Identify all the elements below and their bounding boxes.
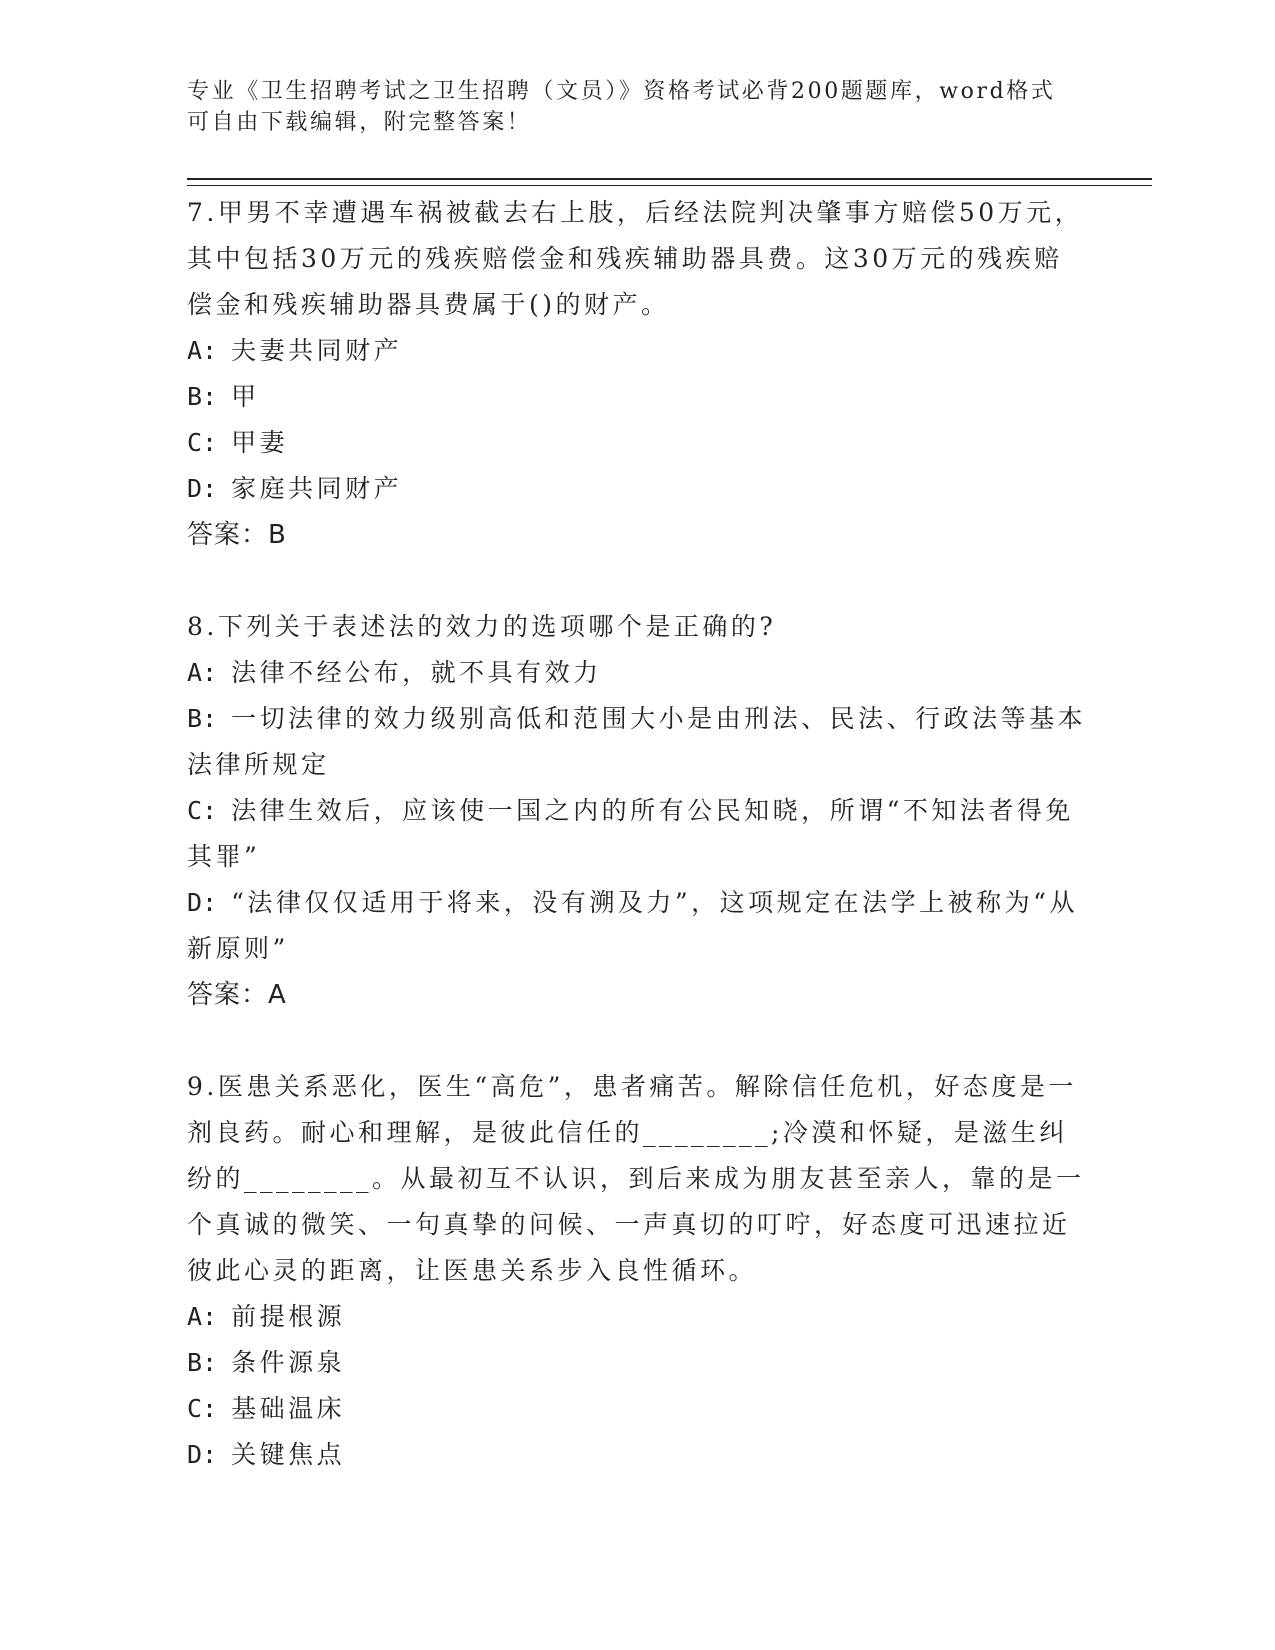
option-label: A: — [187, 336, 218, 365]
option-text: 家庭共同财产 — [231, 474, 403, 503]
question-7 — [187, 190, 1087, 558]
option-label: A: — [187, 658, 218, 687]
question-text: 9.医患关系恶化，医生“高危”，患者痛苦。解除信任危机，好态度是一剂良药。耐心和理解，是彼此信任的________;冷漠和怀疑，是滋生纠纷的________。从最初互不认识，到后来成为朋友甚至亲人，靠的是一个真诚的微笑、一句真挚的问候、一声真切的叮咛，好态度可迅速拉近彼此心灵的距离，让医患关系步入良性循环。 — [187, 1072, 1085, 1285]
option-label: D: — [187, 888, 218, 917]
option-label: D: — [187, 474, 218, 503]
option-text: 夫妻共同财产 — [231, 336, 403, 365]
option-d — [187, 880, 1087, 972]
option-text: 一切法律的效力级别高低和范围大小是由刑法、民法、行政法等基本法律所规定 — [187, 704, 1087, 779]
option-text: 基础温床 — [231, 1394, 346, 1423]
answer-line: 答案：A — [187, 980, 287, 1010]
option-a — [187, 650, 1087, 696]
question-list — [187, 190, 1087, 1478]
header-line-1: 专业《卫生招聘考试之卫生招聘（文员）》资格考试必背200题题库，word格式 — [187, 79, 1056, 104]
option-label: B: — [187, 1348, 218, 1377]
question-9 — [187, 1064, 1087, 1478]
option-label: C: — [187, 428, 218, 457]
option-text: “法律仅仅适用于将来，没有溯及力”，这项规定在法学上被称为“从新原则” — [187, 888, 1078, 963]
question-8 — [187, 604, 1087, 1018]
answer-line: 答案：B — [187, 520, 287, 550]
page-header — [187, 76, 1067, 138]
question-text: 7.甲男不幸遭遇车祸被截去右上肢，后经法院判决肇事方赔偿50万元，其中包括30万元的残疾赔偿金和残疾辅助器具费。这30万元的残疾赔偿金和残疾辅助器具费属于()的财产。 — [187, 198, 1084, 319]
option-text: 关键焦点 — [231, 1440, 346, 1469]
header-line-2: 可自由下载编辑，附完整答案！ — [187, 110, 532, 135]
option-b — [187, 696, 1087, 788]
option-c — [187, 420, 1087, 466]
option-text: 法律不经公布，就不具有效力 — [231, 658, 602, 687]
option-text: 条件源泉 — [231, 1348, 346, 1377]
header-divider — [187, 178, 1152, 186]
option-label: A: — [187, 1302, 218, 1331]
option-label: C: — [187, 1394, 218, 1423]
option-b — [187, 374, 1087, 420]
option-label: D: — [187, 1440, 218, 1469]
option-label: B: — [187, 704, 218, 733]
option-c — [187, 788, 1087, 880]
option-label: C: — [187, 796, 218, 825]
option-text: 甲妻 — [231, 428, 289, 457]
question-text: 8.下列关于表述法的效力的选项哪个是正确的? — [187, 612, 777, 641]
option-a — [187, 1294, 1087, 1340]
option-text: 前提根源 — [231, 1302, 346, 1331]
option-b — [187, 1340, 1087, 1386]
option-d — [187, 1432, 1087, 1478]
option-d — [187, 466, 1087, 512]
option-c — [187, 1386, 1087, 1432]
option-a — [187, 328, 1087, 374]
option-text: 甲 — [231, 382, 260, 411]
option-label: B: — [187, 382, 218, 411]
option-text: 法律生效后，应该使一国之内的所有公民知晓，所谓“不知法者得免其罪” — [187, 796, 1074, 871]
